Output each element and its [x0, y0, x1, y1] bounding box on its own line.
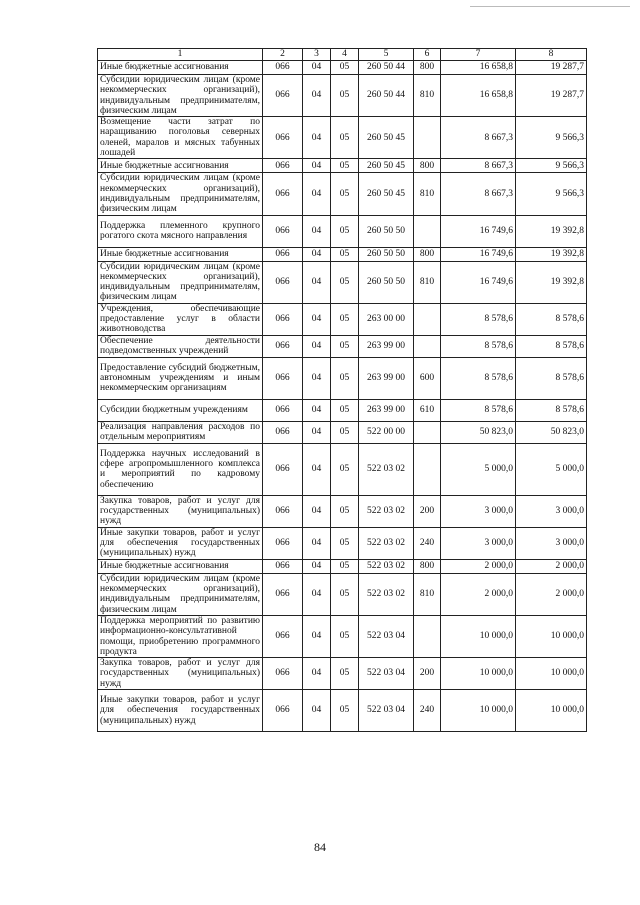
table-row: [98, 573, 587, 615]
ministry-code-cell: 066: [263, 658, 303, 690]
expense-type-cell: [414, 615, 441, 657]
amount-year2-cell: 19 287,7: [516, 75, 587, 117]
target-article-cell: 260 50 50: [359, 247, 414, 261]
table-row: [98, 303, 587, 335]
expense-type-cell: 240: [414, 527, 441, 559]
header-cell: 7: [441, 49, 516, 61]
expense-name-cell: Субсидии бюджетным учреждениям: [98, 399, 263, 421]
amount-year2-cell: 10 000,0: [516, 615, 587, 657]
amount-year1-cell: 50 823,0: [441, 421, 516, 443]
scan-top-rule: [470, 6, 630, 7]
expense-name-cell: Поддержка мероприятий по развитию информационно-консультативной помощи, приобретению программного продукта: [98, 615, 263, 657]
amount-year2-cell: 3 000,0: [516, 495, 587, 527]
expense-name-cell: Возмещение части затрат по наращиванию поголовья северных оленей, маралов и мясных табунных лошадей: [98, 117, 263, 159]
target-article-cell: 263 00 00: [359, 303, 414, 335]
header-cell: 4: [331, 49, 359, 61]
subsection-code-cell: 05: [331, 690, 359, 732]
section-code-cell: 04: [303, 159, 331, 173]
table-row: [98, 61, 587, 75]
expense-name-cell: Иные закупки товаров, работ и услуг для обеспечения государственных (муниципальных) нужд: [98, 527, 263, 559]
expense-type-cell: [414, 117, 441, 159]
expense-name-cell: Поддержка научных исследований в сфере агропромышленного комплекса и мероприятий по кадровому обеспечению: [98, 443, 263, 495]
amount-year2-cell: 2 000,0: [516, 559, 587, 573]
amount-year1-cell: 10 000,0: [441, 615, 516, 657]
target-article-cell: 260 50 44: [359, 75, 414, 117]
amount-year1-cell: 2 000,0: [441, 559, 516, 573]
table-row: [98, 527, 587, 559]
expense-type-cell: 800: [414, 159, 441, 173]
amount-year1-cell: 8 578,6: [441, 335, 516, 357]
section-code-cell: 04: [303, 615, 331, 657]
ministry-code-cell: 066: [263, 615, 303, 657]
expense-name-cell: Закупка товаров, работ и услуг для государственных (муниципальных) нужд: [98, 658, 263, 690]
expense-name-cell: Поддержка племенного крупного рогатого скота мясного направления: [98, 215, 263, 247]
header-cell: 5: [359, 49, 414, 61]
expense-name-cell: Закупка товаров, работ и услуг для государственных (муниципальных) нужд: [98, 495, 263, 527]
subsection-code-cell: 05: [331, 443, 359, 495]
amount-year2-cell: 8 578,6: [516, 303, 587, 335]
section-code-cell: 04: [303, 658, 331, 690]
expense-name-cell: Реализация направления расходов по отдельным мероприятиям: [98, 421, 263, 443]
target-article-cell: 260 50 45: [359, 173, 414, 215]
section-code-cell: 04: [303, 335, 331, 357]
section-code-cell: 04: [303, 559, 331, 573]
amount-year1-cell: 16 658,8: [441, 75, 516, 117]
ministry-code-cell: 066: [263, 443, 303, 495]
target-article-cell: 260 50 50: [359, 215, 414, 247]
budget-table: [97, 48, 587, 732]
amount-year2-cell: 9 566,3: [516, 159, 587, 173]
expense-name-cell: Иные бюджетные ассигнования: [98, 559, 263, 573]
subsection-code-cell: 05: [331, 399, 359, 421]
expense-type-cell: [414, 335, 441, 357]
ministry-code-cell: 066: [263, 303, 303, 335]
amount-year2-cell: 10 000,0: [516, 658, 587, 690]
table-row: [98, 335, 587, 357]
subsection-code-cell: 05: [331, 658, 359, 690]
amount-year1-cell: 8 667,3: [441, 159, 516, 173]
section-code-cell: 04: [303, 573, 331, 615]
subsection-code-cell: 05: [331, 303, 359, 335]
amount-year1-cell: 3 000,0: [441, 527, 516, 559]
ministry-code-cell: 066: [263, 527, 303, 559]
section-code-cell: 04: [303, 399, 331, 421]
amount-year2-cell: 5 000,0: [516, 443, 587, 495]
target-article-cell: 260 50 44: [359, 61, 414, 75]
amount-year1-cell: 3 000,0: [441, 495, 516, 527]
amount-year2-cell: 10 000,0: [516, 690, 587, 732]
target-article-cell: 522 03 04: [359, 658, 414, 690]
section-code-cell: 04: [303, 117, 331, 159]
table-row: [98, 421, 587, 443]
ministry-code-cell: 066: [263, 690, 303, 732]
expense-type-cell: 240: [414, 690, 441, 732]
amount-year1-cell: 8 578,6: [441, 303, 516, 335]
expense-type-cell: 810: [414, 173, 441, 215]
ministry-code-cell: 066: [263, 247, 303, 261]
target-article-cell: 522 03 02: [359, 527, 414, 559]
target-article-cell: 522 03 04: [359, 615, 414, 657]
target-article-cell: 263 99 00: [359, 357, 414, 399]
table-row: [98, 357, 587, 399]
subsection-code-cell: 05: [331, 357, 359, 399]
amount-year1-cell: 8 667,3: [441, 117, 516, 159]
amount-year1-cell: 16 749,6: [441, 261, 516, 303]
expense-type-cell: 200: [414, 495, 441, 527]
amount-year1-cell: 16 749,6: [441, 215, 516, 247]
header-cell: 6: [414, 49, 441, 61]
expense-name-cell: Предоставление субсидий бюджетным, автономным учреждениям и иным некоммерческим организациям: [98, 357, 263, 399]
expense-name-cell: Иные бюджетные ассигнования: [98, 247, 263, 261]
ministry-code-cell: 066: [263, 261, 303, 303]
table-row: [98, 658, 587, 690]
amount-year1-cell: 10 000,0: [441, 658, 516, 690]
amount-year2-cell: 50 823,0: [516, 421, 587, 443]
subsection-code-cell: 05: [331, 495, 359, 527]
ministry-code-cell: 066: [263, 357, 303, 399]
amount-year1-cell: 8 667,3: [441, 173, 516, 215]
table-row: [98, 615, 587, 657]
table-row: [98, 75, 587, 117]
table-row: [98, 495, 587, 527]
expense-type-cell: 810: [414, 75, 441, 117]
ministry-code-cell: 066: [263, 61, 303, 75]
table-row: [98, 215, 587, 247]
header-cell: 2: [263, 49, 303, 61]
target-article-cell: 260 50 45: [359, 159, 414, 173]
amount-year2-cell: 3 000,0: [516, 527, 587, 559]
target-article-cell: 260 50 50: [359, 261, 414, 303]
section-code-cell: 04: [303, 495, 331, 527]
subsection-code-cell: 05: [331, 421, 359, 443]
amount-year2-cell: 8 578,6: [516, 399, 587, 421]
subsection-code-cell: 05: [331, 61, 359, 75]
subsection-code-cell: 05: [331, 159, 359, 173]
target-article-cell: 263 99 00: [359, 335, 414, 357]
subsection-code-cell: 05: [331, 173, 359, 215]
table-row: [98, 690, 587, 732]
expense-type-cell: 800: [414, 247, 441, 261]
ministry-code-cell: 066: [263, 159, 303, 173]
amount-year2-cell: 8 578,6: [516, 335, 587, 357]
expense-type-cell: [414, 421, 441, 443]
amount-year1-cell: 8 578,6: [441, 399, 516, 421]
expense-name-cell: Иные бюджетные ассигнования: [98, 159, 263, 173]
expense-name-cell: Субсидии юридическим лицам (кроме некоммерческих организаций), индивидуальным предпринимателям, физическим лицам: [98, 573, 263, 615]
expense-type-cell: [414, 215, 441, 247]
header-cell: 8: [516, 49, 587, 61]
table-row: [98, 117, 587, 159]
subsection-code-cell: 05: [331, 215, 359, 247]
ministry-code-cell: 066: [263, 117, 303, 159]
target-article-cell: 522 03 04: [359, 690, 414, 732]
header-cell: 1: [98, 49, 263, 61]
amount-year1-cell: 5 000,0: [441, 443, 516, 495]
table-row: [98, 399, 587, 421]
section-code-cell: 04: [303, 690, 331, 732]
subsection-code-cell: 05: [331, 615, 359, 657]
section-code-cell: 04: [303, 357, 331, 399]
header-row: [98, 49, 587, 61]
amount-year2-cell: 9 566,3: [516, 117, 587, 159]
amount-year1-cell: 10 000,0: [441, 690, 516, 732]
amount-year2-cell: 19 392,8: [516, 215, 587, 247]
subsection-code-cell: 05: [331, 75, 359, 117]
section-code-cell: 04: [303, 303, 331, 335]
expense-type-cell: 610: [414, 399, 441, 421]
section-code-cell: 04: [303, 215, 331, 247]
section-code-cell: 04: [303, 261, 331, 303]
ministry-code-cell: 066: [263, 559, 303, 573]
header-cell: 3: [303, 49, 331, 61]
page-number: 84: [314, 840, 326, 854]
ministry-code-cell: 066: [263, 335, 303, 357]
subsection-code-cell: 05: [331, 559, 359, 573]
section-code-cell: 04: [303, 443, 331, 495]
amount-year2-cell: 19 287,7: [516, 61, 587, 75]
target-article-cell: 522 03 02: [359, 443, 414, 495]
target-article-cell: 522 03 02: [359, 495, 414, 527]
expense-type-cell: 810: [414, 573, 441, 615]
ministry-code-cell: 066: [263, 215, 303, 247]
ministry-code-cell: 066: [263, 173, 303, 215]
target-article-cell: 263 99 00: [359, 399, 414, 421]
amount-year1-cell: 16 658,8: [441, 61, 516, 75]
table-row: [98, 261, 587, 303]
table-row: [98, 247, 587, 261]
expense-type-cell: [414, 443, 441, 495]
section-code-cell: 04: [303, 173, 331, 215]
expense-name-cell: Обеспечение деятельности подведомственных учреждений: [98, 335, 263, 357]
expense-name-cell: Учреждения, обеспечивающие предоставление услуг в области животноводства: [98, 303, 263, 335]
expense-name-cell: Иные бюджетные ассигнования: [98, 61, 263, 75]
subsection-code-cell: 05: [331, 573, 359, 615]
amount-year2-cell: 19 392,8: [516, 261, 587, 303]
target-article-cell: 522 03 02: [359, 559, 414, 573]
expense-name-cell: Субсидии юридическим лицам (кроме некоммерческих организаций), индивидуальным предпринимателям, физическим лицам: [98, 173, 263, 215]
expense-name-cell: Субсидии юридическим лицам (кроме некоммерческих организаций), индивидуальным предпринимателям, физическим лицам: [98, 261, 263, 303]
amount-year1-cell: 16 749,6: [441, 247, 516, 261]
amount-year2-cell: 2 000,0: [516, 573, 587, 615]
amount-year2-cell: 9 566,3: [516, 173, 587, 215]
table-row: [98, 559, 587, 573]
expense-name-cell: Субсидии юридическим лицам (кроме некоммерческих организаций), индивидуальным предпринимателям, физическим лицам: [98, 75, 263, 117]
amount-year1-cell: 2 000,0: [441, 573, 516, 615]
expense-type-cell: 800: [414, 61, 441, 75]
section-code-cell: 04: [303, 75, 331, 117]
subsection-code-cell: 05: [331, 117, 359, 159]
subsection-code-cell: 05: [331, 261, 359, 303]
amount-year2-cell: 19 392,8: [516, 247, 587, 261]
expense-name-cell: Иные закупки товаров, работ и услуг для обеспечения государственных (муниципальных) нужд: [98, 690, 263, 732]
ministry-code-cell: 066: [263, 495, 303, 527]
subsection-code-cell: 05: [331, 247, 359, 261]
subsection-code-cell: 05: [331, 527, 359, 559]
target-article-cell: 522 03 02: [359, 573, 414, 615]
ministry-code-cell: 066: [263, 75, 303, 117]
section-code-cell: 04: [303, 61, 331, 75]
target-article-cell: 260 50 45: [359, 117, 414, 159]
section-code-cell: 04: [303, 527, 331, 559]
ministry-code-cell: 066: [263, 421, 303, 443]
table-row: [98, 443, 587, 495]
ministry-code-cell: 066: [263, 573, 303, 615]
amount-year1-cell: 8 578,6: [441, 357, 516, 399]
expense-type-cell: 810: [414, 261, 441, 303]
table-row: [98, 159, 587, 173]
expense-type-cell: 800: [414, 559, 441, 573]
expense-type-cell: 600: [414, 357, 441, 399]
target-article-cell: 522 00 00: [359, 421, 414, 443]
section-code-cell: 04: [303, 421, 331, 443]
subsection-code-cell: 05: [331, 335, 359, 357]
section-code-cell: 04: [303, 247, 331, 261]
ministry-code-cell: 066: [263, 399, 303, 421]
amount-year2-cell: 8 578,6: [516, 357, 587, 399]
table-row: [98, 173, 587, 215]
expense-type-cell: 200: [414, 658, 441, 690]
expense-type-cell: [414, 303, 441, 335]
